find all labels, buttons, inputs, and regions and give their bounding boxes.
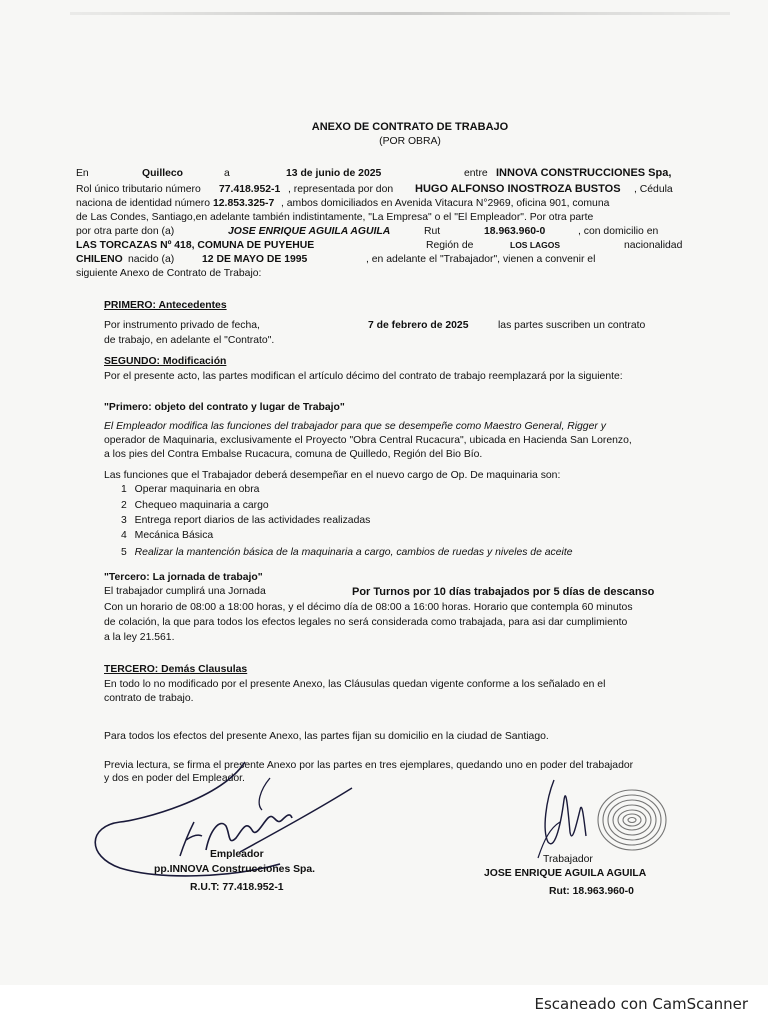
intro-representative: HUGO ALFONSO INOSTROZA BUSTOS <box>415 183 621 195</box>
tercero-heading: TERCERO: Demás Clausulas <box>104 664 248 675</box>
intro-line4: de Las Condes, Santiago,en adelante también indistintamente, "La Empresa" o el "El Empleador". Por otra parte <box>76 212 594 223</box>
document-title: ANEXO DE CONTRATO DE TRABAJO <box>311 121 509 133</box>
clause3-line3: de colación, la que para todos los efectos legales no será considerada como trabajada, para asi dar cumplimiento <box>104 617 628 628</box>
intro-rut: 77.418.952-1 <box>219 184 281 195</box>
clause3-line4: a la ley 21.561. <box>104 632 175 643</box>
list-item-number: 4 <box>121 530 127 541</box>
clause1-line4: Las funciones que el Trabajador deberá desempeñar en el nuevo cargo de Op. De maquinaria son: <box>104 470 561 481</box>
segundo-heading: SEGUNDO: Modificación <box>104 356 227 367</box>
list-item-text: Mecánica Básica <box>134 530 214 541</box>
scanner-watermark: Escaneado con CamScanner <box>534 995 748 1013</box>
tercero-line1: En todo lo no modificado por el presente Anexo, las Cláusulas quedan vigente conforme a los señalado en el <box>104 679 606 690</box>
primero-date: 7 de febrero de 2025 <box>368 320 469 331</box>
intro-line8: siguiente Anexo de Contrato de Trabajo: <box>76 268 262 279</box>
list-item <box>121 547 572 559</box>
list-item-text: Entrega report diarios de las actividades realizadas <box>134 515 371 526</box>
clause1-line2: operador de Maquinaria, exclusivamente el Proyecto "Obra Central Rucacura", ubicada en Hacienda San Lorenzo, <box>104 435 632 446</box>
intro-rut-label: Rut <box>424 226 441 237</box>
intro-address: LAS TORCAZAS Nº 418, COMUNA DE PUYEHUE <box>76 240 315 251</box>
intro-entre: entre <box>464 168 488 179</box>
worker-name: JOSE ENRIQUE AGUILA AGUILA <box>484 868 647 879</box>
document-subtitle: (POR OBRA) <box>379 136 441 147</box>
clause3-line1-pre: El trabajador cumplirá una Jornada <box>104 586 266 597</box>
list-item <box>121 530 213 542</box>
primero-heading: PRIMERO: Antecedentes <box>104 300 227 311</box>
intro-region-label: Región de <box>426 240 474 251</box>
intro-en: En <box>76 168 89 179</box>
intro-nationality-label: nacionalidad <box>624 240 683 251</box>
lectura-line2: y dos en poder del Empleador. <box>104 773 245 784</box>
intro-line2-pre: Rol único tributario número <box>76 184 201 195</box>
intro-nationality: CHILENO <box>76 254 123 265</box>
domicilio-text: Para todos los efectos del presente Anexo, las partes fijan su domicilio en la ciudad de Santiago. <box>104 731 549 742</box>
intro-company: INNOVA CONSTRUCCIONES Spa, <box>496 167 672 179</box>
worker-role: Trabajador <box>543 854 593 865</box>
employer-rut: R.U.T: 77.418.952-1 <box>190 882 284 893</box>
list-item-number: 1 <box>121 484 127 495</box>
clause1-line1: El Empleador modifica las funciones del trabajador para que se desempeñe como Maestro General, Rigger y <box>104 421 606 432</box>
clause3-shift: Por Turnos por 10 días trabajados por 5 días de descanso <box>352 586 655 598</box>
intro-line2-end: , Cédula <box>634 184 673 195</box>
list-item-text: Operar maquinaria en obra <box>134 484 260 495</box>
scanner-footer <box>0 985 768 1024</box>
segundo-line1: Por el presente acto, las partes modifican el artículo décimo del contrato de trabajo reemplazará por la siguiente: <box>104 371 623 382</box>
clause3-heading: "Tercero: La jornada de trabajo" <box>104 572 263 583</box>
intro-born-label: nacido (a) <box>128 254 175 265</box>
intro-line3-end: , ambos domiciliados en Avenida Vitacura N°2969, oficina 901, comuna <box>281 198 610 209</box>
list-item <box>121 500 269 512</box>
intro-a: a <box>224 168 230 179</box>
employer-company: pp.INNOVA Construcciones Spa. <box>154 864 316 875</box>
clause3-line2: Con un horario de 08:00 a 18:00 horas, y el décimo día de 08:00 a 16:00 horas. Horario que contempla 60 minutos <box>104 602 633 613</box>
intro-region: LOS LAGOS <box>510 240 561 250</box>
intro-cedula: 12.853.325-7 <box>213 198 275 209</box>
intro-line5-pre: por otra parte don (a) <box>76 226 175 237</box>
list-item <box>121 484 259 496</box>
intro-date: 13 de junio de 2025 <box>286 168 382 179</box>
scan-artifact <box>70 12 730 15</box>
primero-line1-pre: Por instrumento privado de fecha, <box>104 320 260 331</box>
primero-line2: de trabajo, en adelante el "Contrato". <box>104 335 275 346</box>
intro-line3-pre: naciona de identidad número <box>76 198 211 209</box>
intro-worker-name: JOSE ENRIQUE AGUILA AGUILA <box>228 226 391 237</box>
intro-worker-rut: 18.963.960-0 <box>484 226 546 237</box>
worker-rut: Rut: 18.963.960-0 <box>549 886 634 897</box>
list-item-number: 3 <box>121 515 127 526</box>
clause1-line3: a los pies del Contra Embalse Rucacura, comuna de Quilledo, Región del Bio Bío. <box>104 449 483 460</box>
intro-line2-mid: , representada por don <box>288 184 394 195</box>
list-item-text: Realizar la mantención básica de la maquinaria a cargo, cambios de ruedas y niveles de aceite <box>134 547 573 558</box>
fingerprint-mark <box>592 780 672 860</box>
primero-line1-end: las partes suscriben un contrato <box>498 320 646 331</box>
intro-birthdate: 12 DE MAYO DE 1995 <box>202 254 308 265</box>
intro-line5-end: , con domicilio en <box>578 226 659 237</box>
lectura-line1: Previa lectura, se firma el presente Anexo por las partes en tres ejemplares, quedando uno en poder del trabajador <box>104 760 634 771</box>
employer-role: Empleador <box>210 849 264 860</box>
list-item-number: 5 <box>121 547 127 558</box>
list-item <box>121 515 370 527</box>
list-item-number: 2 <box>121 500 127 511</box>
intro-city: Quilleco <box>142 168 183 179</box>
intro-line7-end: , en adelante el "Trabajador", vienen a convenir el <box>366 254 596 265</box>
list-item-text: Chequeo maquinaria a cargo <box>134 500 269 511</box>
clause1-heading: "Primero: objeto del contrato y lugar de Trabajo" <box>104 402 345 413</box>
tercero-line2: contrato de trabajo. <box>104 693 194 704</box>
